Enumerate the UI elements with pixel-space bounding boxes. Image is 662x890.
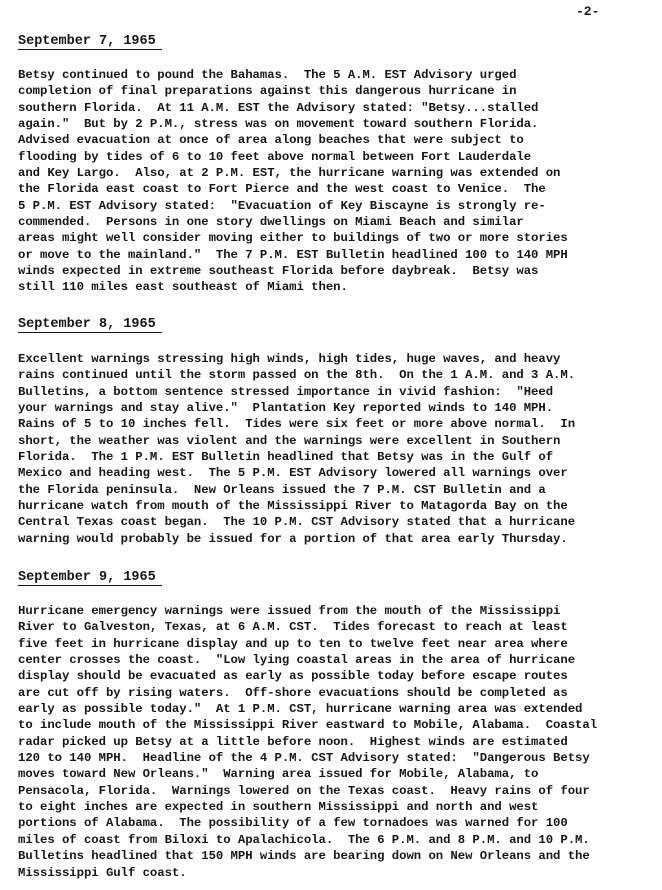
section-september-9 — [18, 567, 658, 881]
section-body: Excellent warnings stressing high winds, high tides, huge waves, and heavy rains continued until the storm passed on the 8th. On the 1 A.M. and 3 A.M. Bulletins, a bottom sentence stressed importance in vivid fashion: "Heed your warnings and stay alive." Plantation Key reported winds to 140 MPH. Rains of 5 to 10 inches fell. Tides were six feet or more above normal. In short, the weather was violent and the warnings were excellent in Southern Florida. The 1 P.M. EST Bulletin headlined that Betsy was in the Gulf of Mexico and heading west. The 5 P.M. EST Advisory lowered all warnings over the Florida peninsula. New Orleans issued the 7 P.M. CST Bulletin and a hurricane watch from mouth of the Mississippi River to Matagorda Bay on the Central Texas coast began. The 10 P.M. CST Advisory stated that a hurricane warning would probably be issued for a portion of that area early Thursday. — [18, 352, 576, 546]
section-heading: September 9, 1965 — [18, 570, 162, 586]
section-body: Hurricane emergency warnings were issued from the mouth of the Mississippi River to Galveston, Texas, at 6 A.M. CST. Tides forecast to reach at least five feet in hurricane display and up to ten to twelve feet near area where center crosses the coast. "Low lying coastal areas in the area of hurricane display should be evacuated as early as possible today before escape routes are cut off by rising waters. Off-shore evacuations should be completed as early as possible today." At 1 P.M. CST, hurricane warning area was extended to include mouth of the Mississippi River eastward to Mobile, Alabama. Coastal radar picked up Betsy at a little before noon. Highest winds are estimated 120 to 140 MPH. Headline of the 4 P.M. CST Advisory stated: "Dangerous Betsy moves toward New Orleans." Warning area issued for Mobile, Alabama, to Pensacola, Florida. Warnings lowered on the Texas coast. Heavy rains of four to eight inches are expected in southern Mississippi and north and west portions of Alabama. The possibility of a few tornadoes was warned for 100 miles of coast from Biloxi to Apalachicola. The 6 P.M. and 8 P.M. and 10 P.M. Bulletins headlined that 150 MPH winds are bearing down on New Orleans and the Mississippi Gulf coast. — [18, 604, 598, 880]
section-body: Betsy continued to pound the Bahamas. The 5 A.M. EST Advisory urged completion of final preparations against this dangerous hurricane in southern Florida. At 11 A.M. EST the Advisory stated: "Betsy...stalled again." But by 2 P.M., stress was on movement toward southern Florida. Advised evacuation at once of area along beaches that were subject to flooding by tides of 6 to 10 feet above normal between Fort Lauderdale and Key Largo. Also, at 2 P.M. EST, the hurricane warning was extended on the Florida east coast to Fort Pierce and the west coast to Venice. The 5 P.M. EST Advisory stated: "Evacuation of Key Biscayne is strongly re- commended. Persons in one story dwellings on Miami Beach and similar areas might well consider moving either to buildings of two or more stories or move to the mainland." The 7 P.M. EST Bulletin headlined 100 to 140 MPH winds expected in extreme southeast Florida before daybreak. Betsy was still 110 miles east southeast of Miami then. — [18, 68, 568, 295]
page-number: -2- — [576, 4, 600, 19]
section-heading: September 8, 1965 — [18, 317, 162, 333]
section-september-7 — [18, 31, 658, 296]
section-september-8 — [18, 314, 658, 547]
section-heading: September 7, 1965 — [18, 34, 162, 50]
